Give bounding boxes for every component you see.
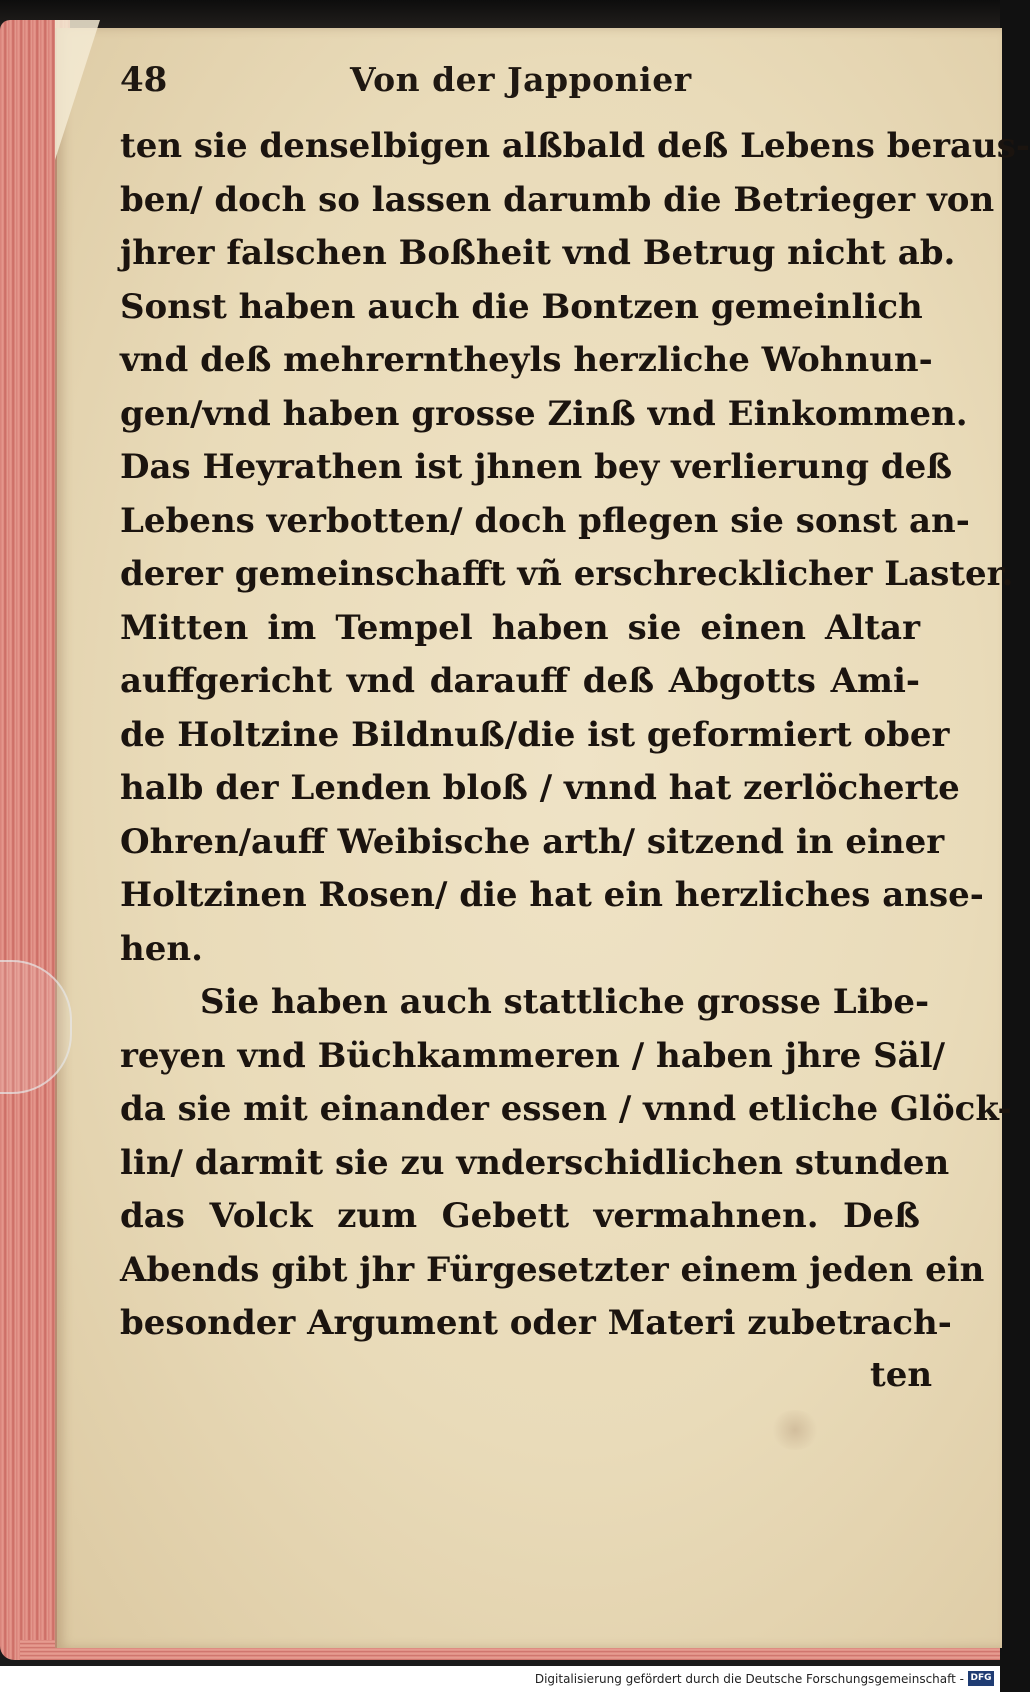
funding-credit: Digitalisierung gefördert durch die Deutsche Forschungsgemeinschaft -: [534, 1672, 964, 1686]
text-line: de Holtzine Bildnuß/die ist geformiert ober: [120, 714, 950, 755]
folded-corner: [55, 20, 100, 160]
page-number: 48: [120, 60, 168, 100]
running-head: Von der Japponier: [350, 60, 692, 99]
digitization-footer: [0, 1666, 1000, 1692]
text-line: Lebens verbotten/ doch pflegen sie sonst an-: [120, 500, 970, 541]
catchword: ten: [870, 1355, 933, 1395]
dfg-logo-icon: DFG: [968, 1671, 994, 1686]
text-line: vnd deß mehrerntheyls herzliche Wohnun-: [120, 340, 933, 380]
text-line: derer gemeinschafft vñ erschrecklicher Laster.: [120, 554, 1014, 594]
text-line: reyen vnd Büchkammeren / haben jhre Säl/: [120, 1035, 946, 1076]
text-line: halb der Lenden bloß / vnnd hat zerlöcherte: [120, 768, 960, 808]
paper-stain: [770, 1410, 820, 1450]
text-line: Das Heyrathen ist jhnen bey verlierung deß: [120, 447, 953, 487]
text-line: Abends gibt jhr Fürgesetzter einem jeden ein: [120, 1249, 985, 1290]
text-line: jhrer falschen Boßheit vnd Betrug nicht ab.: [120, 233, 956, 273]
text-line: das Volck zum Gebett vermahnen. Deß: [120, 1196, 920, 1236]
text-line: besonder Argument oder Materi zubetrach-: [120, 1303, 952, 1343]
page-header: [120, 50, 910, 110]
text-line: Mitten im Tempel haben sie einen Altar: [120, 607, 920, 648]
text-line: ben/ doch so lassen darumb die Betrieger von: [120, 179, 995, 220]
text-line: gen/vnd haben grosse Zinß vnd Einkommen.: [120, 393, 968, 434]
text-line: Ohren/auff Weibische arth/ sitzend in einer: [120, 821, 945, 862]
body-text: [120, 120, 1030, 1351]
text-line: lin/ darmit sie zu vnderschidlichen stunden: [120, 1142, 950, 1183]
text-line: hen.: [120, 928, 203, 969]
text-line: da sie mit einander essen / vnnd etliche Glöck-: [120, 1089, 1012, 1129]
text-line: Sie haben auch stattliche grosse Libe-: [200, 982, 930, 1022]
text-line: Sonst haben auch die Bontzen gemeinlich: [120, 286, 923, 327]
text-line: auffgericht vnd darauff deß Abgotts Ami-: [120, 661, 920, 701]
text-line: Holtzinen Rosen/ die hat ein herzliches anse-: [120, 875, 984, 915]
text-line: ten sie denselbigen alßbald deß Lebens beraus-: [120, 126, 1030, 166]
